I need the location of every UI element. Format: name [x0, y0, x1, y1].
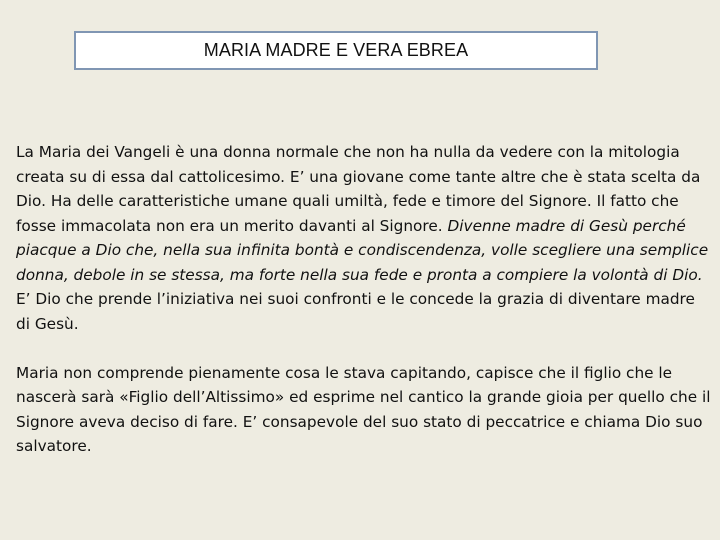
slide-title: MARIA MADRE E VERA EBREA: [203, 40, 469, 60]
title-box: [74, 31, 598, 70]
paragraph-2: E’ Dio che prende l’iniziativa nei suoi confronti e le concede la grazia di diventare madre di Gesù.: [16, 290, 695, 333]
paragraph-1-text: La Maria dei Vangeli è una donna normale che non ha nulla da vedere con la mitologia creata su di essa dal cattolicesimo. E’ una giovane come tante altre che è stata scelta da Dio. Ha delle caratteristiche umane quali umiltà, fede e timore del Signore. Il fatto che fosse immacolata non era un merito davanti al Signore.: [16, 143, 701, 235]
paragraph-3: Maria non comprende pienamente cosa le stava capitando, capisce che il figlio che le nascerà sarà «Figlio dell’Altissimo» ed esprime nel cantico la grande gioia per quello che il Signore aveva deciso di fare. E’ consapevole del suo stato di peccatrice e chiama Dio suo salvatore.: [16, 363, 711, 455]
paragraph-1: [16, 140, 712, 287]
paragraph-1-italic-text: Divenne madre di Gesù perché piacque a Dio che, nella sua infinita bontà e condiscendenza, volle scegliere una semplice donna, debole in se stessa, ma forte nella sua fede e pronta a compiere la volontà di Dio.: [16, 216, 709, 284]
paragraph-spacer: [16, 336, 712, 361]
slide-body: [16, 140, 712, 459]
